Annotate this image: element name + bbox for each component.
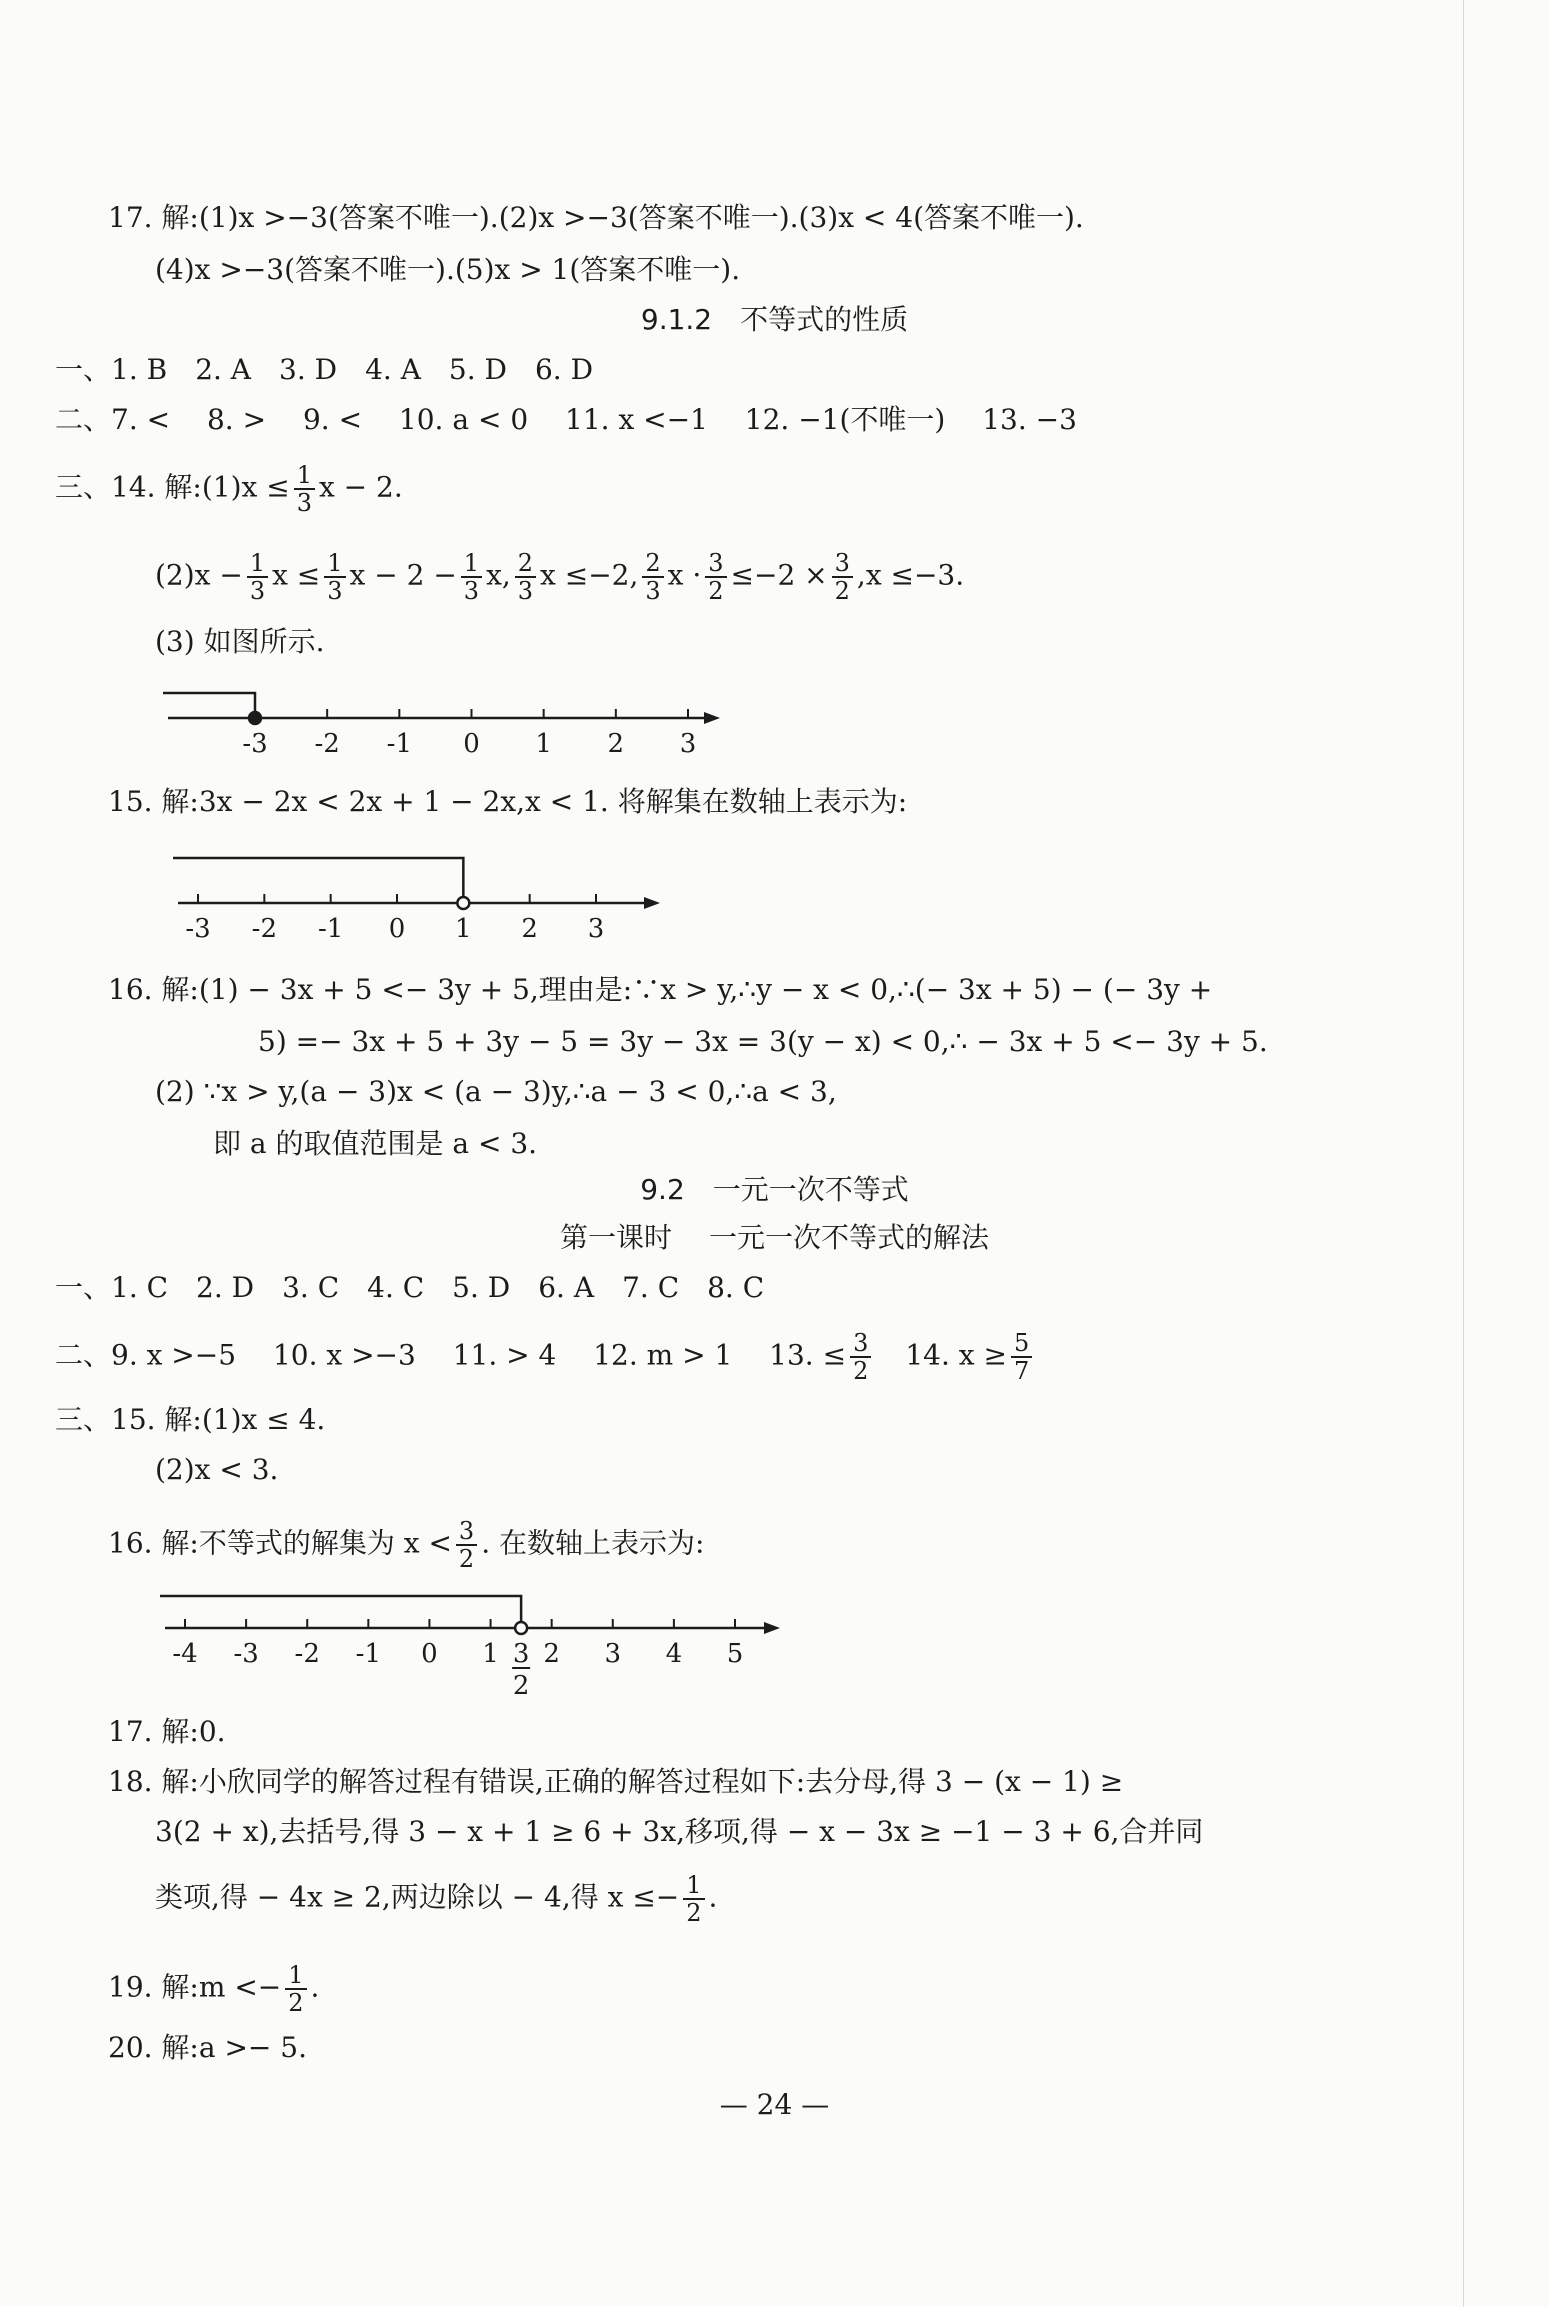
- sec912-q16-line4: 即 a 的取值范围是 a < 3.: [213, 1127, 538, 1160]
- sec912-q16-line1: 16. 解:(1) − 3x + 5 <− 3y + 5,理由是:∵x > y,∴y − x < 0,∴(− 3x + 5) − (− 3y +: [108, 973, 1213, 1006]
- sec92-choice-answers: 一、1. C 2. D 3. C 4. C 5. D 6. A 7. C 8. C: [55, 1271, 765, 1304]
- section-subtitle-lesson1: 第一课时 一元一次不等式的解法: [560, 1221, 989, 1254]
- tick-label: 3: [587, 914, 605, 944]
- sec92-fill-answers: 二、9. x >−5 10. x >−3 11. > 4 12. m > 1 13. ≤ $\frac{3}{2}$ 14. x ≥ $\frac{5}{7}$: [55, 1330, 1036, 1384]
- tick-label: 0: [463, 729, 480, 759]
- sec92-q18-line2: 3(2 + x),去括号,得 3 − x + 1 ≥ 6 + 3x,移项,得 − x − 3x ≥ −1 − 3 + 6,合并同: [155, 1815, 1204, 1848]
- open-endpoint: [515, 1622, 527, 1634]
- sec912-q14-line2: (2)x − $\frac{1}{3}$ x ≤ $\frac{1}{3}$ x − 2 − $\frac{1}{3}$ x, $\frac{2}{3}$ x ≤−2, $\frac{2}{3}$ x · $\frac{3}{2}$ ≤−2 × $\frac{3}{2}$ ,x ≤−3.: [155, 549, 965, 605]
- endpoint-label-numerator: 3: [512, 1639, 530, 1669]
- tick-label: 0: [388, 914, 406, 944]
- sec92-q18-line3: 类项,得 − 4x ≥ 2,两边除以 − 4,得 x ≤− $\frac{1}{2}$ .: [155, 1871, 718, 1927]
- tick-label: -2: [294, 1639, 320, 1669]
- tick-label: -1: [386, 729, 412, 759]
- tick-label: 2: [543, 1639, 560, 1669]
- fraction-one-third: $\frac{1}{3}$: [294, 462, 315, 516]
- answer-17-line2: (4)x >−3(答案不唯一).(5)x > 1(答案不唯一).: [155, 253, 741, 286]
- tick-label: -4: [172, 1639, 198, 1669]
- sec912-q14-line1: 三、14. 解:(1)x ≤ $\frac{1}{3}$ x − 2.: [55, 461, 403, 517]
- sec912-choice-answers: 一、1. B 2. A 3. D 4. A 5. D 6. D: [55, 353, 594, 386]
- sec92-q20: 20. 解:a >− 5.: [108, 2031, 307, 2064]
- tick-label: -3: [233, 1639, 259, 1669]
- sec92-q18-line1: 18. 解:小欣同学的解答过程有错误,正确的解答过程如下:去分母,得 3 − (x − 1) ≥: [108, 1765, 1124, 1798]
- tick-label: -1: [318, 914, 344, 944]
- sec912-q16-line3: (2) ∵x > y,(a − 3)x < (a − 3)y,∴a − 3 < 0,∴a < 3,: [155, 1075, 837, 1108]
- tick-label: -2: [314, 729, 340, 759]
- tick-label: 0: [421, 1639, 438, 1669]
- tick-label: 5: [726, 1639, 744, 1669]
- tick-label: -1: [355, 1639, 381, 1669]
- tick-label: 2: [607, 729, 625, 759]
- sec92-q19: 19. 解:m <− $\frac{1}{2}$ .: [108, 1961, 320, 2017]
- tick-label: -3: [185, 914, 211, 944]
- section-title-9-2: 9.2 一元一次不等式: [640, 1173, 909, 1206]
- sec92-q16: 16. 解:不等式的解集为 x < $\frac{3}{2}$ . 在数轴上表示为:: [108, 1517, 705, 1573]
- tick-label: 4: [665, 1639, 683, 1669]
- solution-range-bar: [160, 1596, 521, 1622]
- sec912-q15: 15. 解:3x − 2x < 2x + 1 − 2x,x < 1. 将解集在数轴上表示为:: [108, 785, 908, 818]
- tick-label: 3: [604, 1639, 622, 1669]
- endpoint-label-denominator: 2: [512, 1671, 530, 1701]
- sec912-q16-line2: 5) =− 3x + 5 + 3y − 5 = 3y − 3x = 3(y − x) < 0,∴ − 3x + 5 <− 3y + 5.: [258, 1025, 1268, 1058]
- axis-arrow: [764, 1622, 780, 1634]
- sec912-fill-answers: 二、7. < 8. > 9. < 10. a < 0 11. x <−1 12. −1(不唯一) 13. −3: [55, 403, 1077, 436]
- tick-label: 1: [535, 729, 552, 759]
- sec92-q15-line2: (2)x < 3.: [155, 1453, 279, 1486]
- sec912-q14-line3: (3) 如图所示.: [155, 625, 325, 658]
- sec92-q17: 17. 解:0.: [108, 1715, 226, 1748]
- tick-label: 2: [521, 914, 538, 944]
- tick-label: -2: [251, 914, 277, 944]
- tick-label: -3: [242, 729, 268, 759]
- page-number: — 24 —: [719, 2088, 830, 2121]
- section-title-9-1-2: 9.1.2 不等式的性质: [640, 303, 909, 336]
- tick-label: 1: [482, 1639, 499, 1669]
- answer-17-line1: 17. 解:(1)x >−3(答案不唯一).(2)x >−3(答案不唯一).(3)x < 4(答案不唯一).: [108, 201, 1084, 234]
- tick-label: 1: [455, 914, 472, 944]
- sec92-q15-line1: 三、15. 解:(1)x ≤ 4.: [55, 1403, 326, 1436]
- tick-label: 3: [679, 729, 697, 759]
